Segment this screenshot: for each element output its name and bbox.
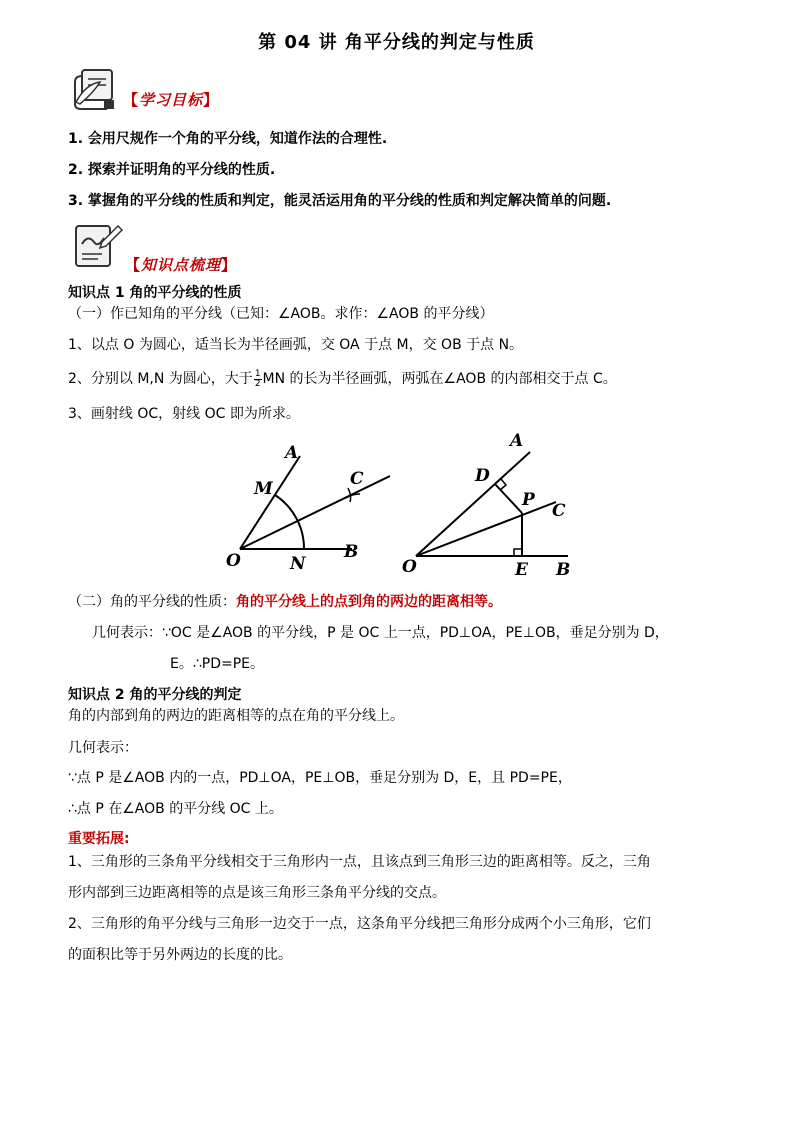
kp2-heading: 知识点 2 角的平分线的判定 — [68, 687, 242, 703]
goal-item-2: 2. 探索并证明角的平分线的性质. — [68, 162, 276, 178]
label-a: A — [510, 431, 524, 451]
segment-pd — [495, 484, 522, 513]
label-d: D — [475, 466, 490, 486]
label-o: O — [226, 551, 241, 571]
kp2-line-3: ∵点 P 是∠AOB 内的一点，PD⊥OA，PE⊥OB，垂足分别为 D，E，且 PD=PE， — [68, 770, 572, 786]
kp1-step2: 2、分别以 M,N 为圆心，大于 $\frac{1}{2}$ MN 的长为半径画弧，两弧在∠AOB 的内部相交于点 C。 — [68, 368, 617, 389]
label-b: B — [344, 542, 359, 562]
right-angle-e — [514, 549, 522, 556]
label-b: B — [556, 560, 571, 580]
kp1-sub1: （一）作已知角的平分线（已知：∠AOB。求作：∠AOB 的平分线） — [68, 306, 494, 322]
ext-p1-line-2: 形内部到三边距离相等的点是该三角形三条角平分线的交点。 — [68, 885, 446, 901]
notebook-pen-icon — [72, 222, 124, 270]
kp1-step3: 3、画射线 OC，射线 OC 即为所求。 — [68, 406, 300, 422]
ext-heading: 重要拓展: — [68, 831, 130, 847]
label-n: N — [290, 554, 306, 574]
label-p: P — [522, 490, 535, 510]
page-title: 第 04 讲 角平分线的判定与性质 — [258, 32, 535, 53]
kp1-property: （二）角的平分线的性质：角的平分线上的点到角的两边的距离相等。 — [68, 594, 502, 610]
arc-mn — [275, 495, 304, 549]
kp1-geo-line-1: 几何表示：∵OC 是∠AOB 的平分线，P 是 OC 上一点，PD⊥OA，PE⊥OB，垂足分别为 D， — [92, 625, 669, 641]
label-a: A — [285, 443, 299, 463]
goal-item-3: 3. 掌握角的平分线的性质和判定，能灵活运用角的平分线的性质和判定解决简单的问题. — [68, 193, 612, 209]
label-o: O — [402, 557, 417, 577]
ext-p2-line-2: 的面积比等于另外两边的长度的比。 — [68, 947, 292, 963]
fraction-half: $\frac{1}{2}$ — [254, 368, 261, 389]
knowledge-banner: 【知识点梳理】 — [125, 256, 238, 274]
arc-c2 — [346, 494, 360, 498]
kp2-line-1: 角的内部到角的两边的距离相等的点在角的平分线上。 — [68, 708, 404, 724]
kp2-line-4: ∴点 P 在∠AOB 的平分线 OC 上。 — [68, 801, 283, 817]
figure-bisector-construction — [220, 432, 400, 580]
right-angle-d — [500, 479, 506, 490]
label-c: C — [350, 469, 364, 489]
scroll-quill-icon — [70, 68, 122, 112]
figure-bisector-perpendiculars — [400, 428, 580, 580]
ray-oc — [416, 502, 556, 556]
ext-p1-line-1: 1、三角形的三条角平分线相交于三角形内一点，且该点到三角形三边的距离相等。反之，三角 — [68, 854, 651, 870]
learning-goals-banner: 【学习目标】 — [123, 91, 220, 109]
kp1-step1: 1、以点 O 为圆心，适当长为半径画弧，交 OA 于点 M，交 OB 于点 N。 — [68, 337, 524, 353]
kp1-geo-line-2: E。∴PD=PE。 — [170, 656, 264, 672]
label-e: E — [515, 560, 528, 580]
ext-p2-line-1: 2、三角形的角平分线与三角形一边交于一点，这条角平分线把三角形分成两个小三角形，它们 — [68, 916, 651, 932]
label-m: M — [254, 479, 273, 499]
kp2-line-2: 几何表示： — [68, 740, 138, 756]
label-c: C — [552, 501, 566, 521]
kp1-heading: 知识点 1 角的平分线的性质 — [68, 285, 242, 301]
goal-item-1: 1. 会用尺规作一个角的平分线，知道作法的合理性. — [68, 131, 388, 147]
